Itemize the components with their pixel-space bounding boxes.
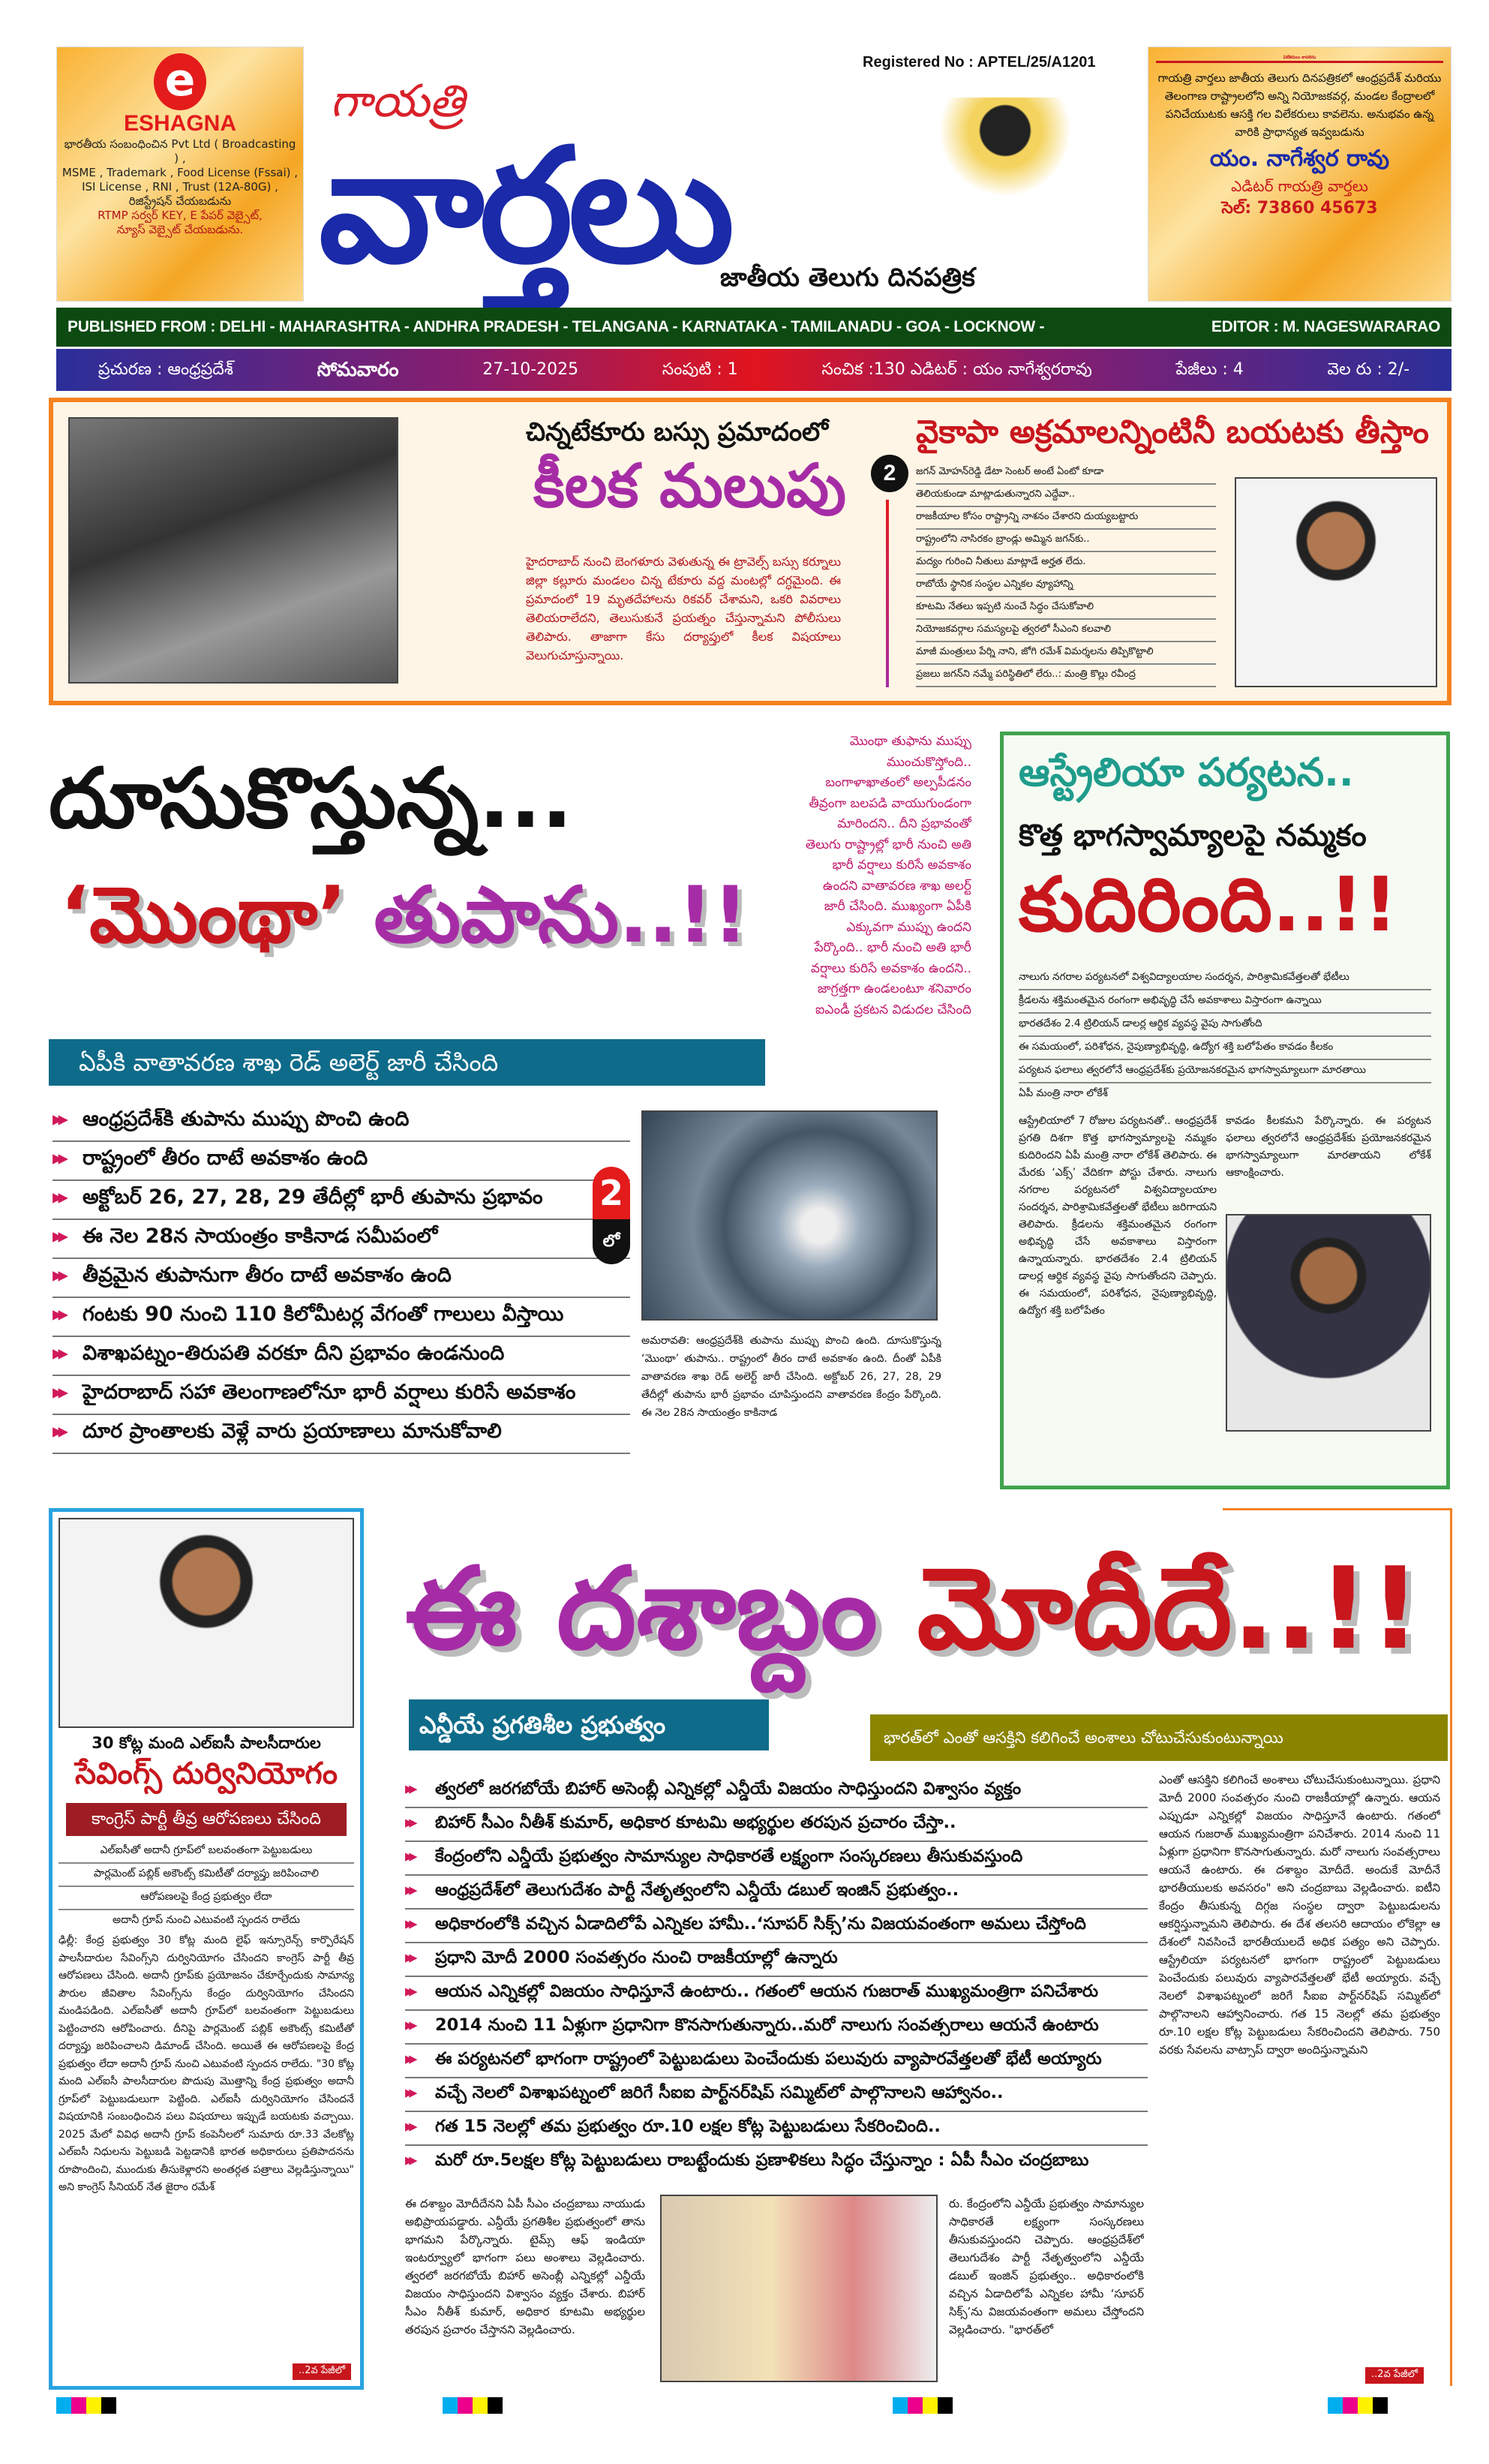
- storm-name: ‘మొంథా’: [60, 870, 347, 960]
- lic-bar: కాంగ్రెస్ పార్టీ తీవ్ర ఆరోపణలు చేసింది: [66, 1803, 347, 1836]
- modi-col-3: ఎంతో ఆసక్తిని కలిగించే అంశాలు చోటుచేసుకుంటున్నాయి. ప్రధాని మోదీ 2000 సంవత్సరం నుంచి రాజకీయాల్లో ఉన్నారు. ఆయన ఎప్పుడూ ఎన్నికల్లో విజయం సాధిస్తూనే ఉంటారు. గతంలో ఆయన గుజరాత్ ముఖ్యమంత్రిగా పనిచేశారు. 2014 నుంచి 11 ఏళ్లుగా ప్రధానిగా కొనసాగుతున్నారు. మరో నాలుగు సంవత్సరాలు ఆయనే ఉంటారు. ఈ దశాబ్దం మోదీదే. అందుకే మోదీనే భారతీయులకు అవసరం" అని చంద్రబాబు వెల్లడించారు. ఐటీని కేంద్రం తీసుకున్న దిగ్గజ సంస్థల ద్వారా పెట్టుబడులను ఆకర్షిస్తున్నామని తెలిపారు. ఈ దేశ తలసరి ఆదాయం లోకెల్లా ఆ దేశంలో నివసించే భారతీయులదే అధిక పత్యం అని చెప్పారు. ఆస్ట్రేలియా పర్యటనలో భాగంగా రాష్ట్రంలో పెట్టుబడులు పెంచేందుకు పలువురు వ్యాపారవేత్తలతో భేటీ అయ్యారు. వచ్చే నెలలో విశాఖపట్నంలో జరిగే సీఐఐ పార్ట్‌నర్‌షిప్ సమ్మిట్‌లో పాల్గొనాలని ఆహ్వానించారు. గత 15 నెలల్లో తమ ప్రభుత్వం రూ.10 లక్షల కోట్ల పెట్టుబడులు సేకరించిందని తెలిపారు. 750 వరకు సేవలను వాట్సాప్ ద్వారా అందిస్తున్నామని: [1159, 1773, 1440, 2057]
- jairam-ramesh-photo: [59, 1518, 354, 1728]
- eshagna-brand: ESHAGNA: [123, 111, 236, 136]
- registration-swatch: [473, 2397, 488, 2414]
- registration-swatch: [488, 2397, 503, 2414]
- modi-bullets: [405, 1774, 1148, 2178]
- registration-swatch: [1343, 2397, 1358, 2414]
- story-point: క్రీడలను శక్తిమంతమైన రంగంగా అభివృద్ధి చేసే అవకాశాలు విస్తారంగా ఉన్నాయి: [1019, 990, 1431, 1014]
- lic-points: [59, 1840, 354, 1932]
- edition-price: వెల రు : 2/-: [1327, 360, 1410, 379]
- storm-headline: [60, 870, 748, 979]
- editor-name: EDITOR : M. NAGESWARARAO: [1211, 318, 1440, 335]
- right-story-points: [916, 462, 1216, 687]
- headline-part: మోదీదే..!!: [917, 1543, 1421, 1675]
- registration-swatch: [86, 2397, 101, 2414]
- storm-bullets: [53, 1103, 630, 1454]
- australia-kicker: ఆస్ట్రేలియా పర్యటన..: [1019, 750, 1354, 795]
- ad-heading: విలేకరులు కావలెను: [1156, 55, 1443, 63]
- australia-body-left: ఆస్ట్రేలియాలో 7 రోజుల పర్యటనతో.. ఆంధ్రప్రదేశ్ ప్రగతి దిశగా కొత్త భాగస్వామ్యాలపై నమ్మకం కుదిరిందని ఏపీ మంత్రి నారా లోకేశ్ తెలిపారు. ఈ మేరకు ‘ఎక్స్’ వేదికగా పోస్టు చేశారు. నాలుగు నగరాల పర్యటనలో విశ్వవిద్యాలయాల సందర్శన, పారిశ్రామికవేత్తలతో భేటీలు జరిగాయని తెలిపారు. క్రీడలను శక్తిమంతమైన రంగంగా అభివృద్ధి చేసే అవకాశాలు విస్తారంగా ఉన్నాయన్నారు. భారతదేశం 2.4 ట్రిలియన్ డాలర్ల ఆర్థిక వ్యవస్థ వైపు సాగుతోందని చెప్పారు. ఈ సమయంలో, పరిశోధన, నైపుణ్యాభివృద్ధి, ఉద్యోగ శక్తి బలోపేతం: [1019, 1115, 1217, 1317]
- australia-headline-wrap: [1004, 861, 1446, 967]
- bullet-item: ▸▸ వచ్చే నెలలో విశాఖపట్నంలో జరిగే సీఐఐ పార్ట్‌నర్‌షిప్ సమ్మిట్‌లో పాల్గొనాలని ఆహ్వానం..: [405, 2078, 1148, 2112]
- ad-contact-name: యం. నాగేశ్వర రావు: [1209, 146, 1390, 172]
- story-point: తెలియకుండా మాట్లాడుతున్నారని ఎద్దేవా..: [916, 485, 1216, 507]
- color-registration-bar: [1328, 2397, 1388, 2414]
- bullet-item: ▸▸ ఈ నెల 28న సాయంత్రం కాకినాడ సమీపంలో: [53, 1220, 630, 1259]
- top-story-body: హైదరాబాద్ నుంచి బెంగళూరు వెళుతున్న ఈ ట్రావెల్స్ బస్సు కర్నూలు జిల్లా కల్లూరు మండలం చిన్న టేకూరు వద్ద మంటల్లో దగ్ధమైంది. ఈ ప్రమాదంలో 19 మృతదేహాలను రికవర్ చేశామని, ఒకరి వివరాలు తెలియరాలేదని, తెలుసుకునే ప్రయత్నం చేస్తున్నామని పోలీసులు తెలిపారు. తాజాగా కేసు దర్యాప్తులో కీలక విషయాలు వెలుగుచూస్తున్నాయి.: [526, 554, 841, 663]
- interest-bar-text: భారత్‌లో ఎంతో ఆసక్తిని కలిగించే అంశాలు చోటుచేసుకుంటున్నాయి: [884, 1729, 1283, 1747]
- divider: [886, 500, 889, 687]
- continued-link[interactable]: ..2వ పేజీలో: [293, 2363, 351, 2380]
- bullet-item: ▸▸ ఆయన ఎన్నికల్లో విజయం సాధిస్తూనే ఉంటారు.. గతంలో ఆయన గుజరాత్ ముఖ్యమంత్రిగా పనిచేశారు: [405, 1977, 1148, 2011]
- story-point: అదానీ గ్రూప్ నుంచి ఎటువంటి స్పందన రాలేదు: [113, 1914, 300, 1926]
- ad-line: ISI License , RNI , Trust (12A-80G) ,: [82, 180, 278, 194]
- bullet-item: ▸▸ ఆంధ్రప్రదేశ్‌కి తుపాను ముప్పు పొంచి ఉంది: [53, 1103, 630, 1142]
- ad-line: న్యూస్ వెబ్సైట్ చేయబడును.: [116, 223, 244, 236]
- minister-photo: [1235, 477, 1437, 687]
- edition-pages: పేజీలు : 4: [1175, 360, 1244, 379]
- page-2-badge: [593, 1167, 630, 1264]
- registration-swatch: [923, 2397, 938, 2414]
- bullet-item: ▸▸ కేంద్రంలోని ఎన్డీయే ప్రభుత్వం సామాన్యుల సాధికారతే లక్ష్యంగా సంస్కరణలు తీసుకువస్తుంది: [405, 1842, 1148, 1876]
- australia-headline: కుదిరింది..!!: [1019, 861, 1398, 948]
- badge-number: 2: [593, 1167, 630, 1219]
- registration-swatch: [458, 2397, 473, 2414]
- bullet-item: ▸▸ విశాఖపట్నం-తిరుపతి వరకూ దీని ప్రభావం ఉండనుంది: [53, 1337, 630, 1376]
- bullet-item: ▸▸ ఆంధ్రప్రదేశ్‌లో తెలుగుదేశం పార్టీ నేతృత్వంలోని ఎన్డీయే డబుల్ ఇంజిన్ ప్రభుత్వం..: [405, 1876, 1148, 1910]
- red-alert-bar: ఏపీకి వాతావరణ శాఖ రెడ్ అలెర్ట్ జారీ చేసింది: [49, 1039, 765, 1086]
- registration-swatch: [1328, 2397, 1343, 2414]
- color-registration-bar: [893, 2397, 953, 2414]
- registration-swatch: [893, 2397, 908, 2414]
- bullet-item: ▸▸ 2014 నుంచి 11 ఏళ్లుగా ప్రధానిగా కొనసాగుతున్నారు..మరో నాలుగు సంవత్సరాలు ఆయనే ఉంటారు: [405, 2011, 1148, 2045]
- modi-col-2: రు. కేంద్రంలోని ఎన్డీయే ప్రభుత్వం సామాన్యుల సాధికారతే లక్ష్యంగా సంస్కరణలు తీసుకువస్తుందని చెప్పారు. ఆంధ్రప్రదేశ్‌లో తెలుగుదేశం పార్టీ నేతృత్వంలోని ఎన్డీయే డబుల్ ఇంజిన్ ప్రభుత్వం.. అధికారంలోకి వచ్చిన ఏడాదిలోపే ఎన్నికల హామీ ‘సూపర్ సిక్స్’ను విజయవంతంగా అమలు చేస్తోందని వెల్లడించారు. "భారత్‌లో: [949, 2197, 1144, 2336]
- color-registration-bar: [56, 2397, 116, 2414]
- story-point: ప్రజలు జగన్‌ని నమ్మే పరిస్థితిలో లేరు..: మంత్రి కొల్లు రవీంద్ర: [916, 665, 1216, 687]
- australia-subhead: కొత్త భాగస్వామ్యాలపై నమ్మకం: [1019, 819, 1367, 853]
- story-point: పార్లమెంట్ పబ్లిక్ అకౌంట్స్ కమిటీతో దర్యాప్తు జరిపించాలి: [59, 1864, 354, 1887]
- ad-line: MSME , Trademark , Food License (Fssai) ,: [62, 166, 299, 179]
- top-story-box: [49, 398, 1451, 705]
- edition-info-bar: [56, 349, 1451, 391]
- lic-kicker: 30 కోట్ల మంది ఎల్ఐసీ పాలసీదారుల: [92, 1734, 321, 1752]
- story-point: నియోజకవర్గాల సమస్యలపై త్వరలో సీఎంని కలవాలి: [916, 620, 1216, 642]
- lic-headline: సేవింగ్స్ దుర్వినియోగం: [75, 1756, 338, 1791]
- bullet-item: ▸▸ బిహార్ సీఎం నీతీశ్ కుమార్, అధికార కూటమి అభ్యర్థుల తరపున ప్రచారం చేస్తా..: [405, 1808, 1148, 1842]
- story-point: పర్యటన ఫలాలు త్వరలోనే ఆంధ్రప్రదేశ్‌కు ప్రయోజనకరమైన భాగస్వామ్యాలుగా మారతాయి: [1019, 1060, 1431, 1083]
- bullet-item: ▸▸ దూర ప్రాంతాలకు వెళ్లే వారు ప్రయాణాలు మానుకోవాలి: [53, 1415, 630, 1454]
- nda-bar: [409, 1699, 769, 1750]
- ad-body: గాయత్రి వార్తలు జాతీయ తెలుగు దినపత్రికలో ఆంధ్రప్రదేశ్ మరియు తెలంగాణ రాష్ట్రాలలోని అన్ని నియోజకవర్గ, మండల కేంద్రాలలో పనిచేయుటకు ఆసక్తి గల విలేకరులు కావలెను. అనుభవం ఉన్న వారికి ప్రాధాన్యత ఇవ్వబడును: [1157, 71, 1442, 139]
- masthead-title: వార్తలు: [319, 114, 731, 298]
- bullet-item: ▸▸ అక్టోబర్ 26, 27, 28, 29 తేదీల్లో భారీ తుపాను ప్రభావం: [53, 1181, 630, 1220]
- masthead-title-small: గాయత్రి: [330, 75, 465, 128]
- badge-suffix: లో: [593, 1219, 630, 1264]
- edition-place: ప్రచురణ : ఆంధ్రప్రదేశ్: [98, 360, 233, 379]
- bullet-item: ▸▸ గత 15 నెలల్లో తమ ప్రభుత్వం రూ.10 లక్షల కోట్ల పెట్టుబడులు సేకరించింది..: [405, 2112, 1148, 2146]
- published-from: PUBLISHED FROM : DELHI - MAHARASHTRA - ANDHRA PRADESH - TELANGANA - KARNATAKA - TAMILANADU - GOA - LOCKNOW -: [68, 318, 1045, 335]
- registration-number: Registered No : APTEL/25/A1201: [863, 54, 1096, 71]
- headline-part: ఈ దశాబ్దం: [405, 1543, 878, 1675]
- chandrababu-modi-photo: [660, 2195, 938, 2382]
- modi-col-1: ఈ దశాబ్దం మోదీదేనని ఏపీ సీఎం చంద్రబాబు నాయుడు అభిప్రాయపడ్డారు. ఎన్డీయే ప్రగతిశీల ప్రభుత్వంలో తాను భాగమని పేర్కొన్నారు. టైమ్స్‌ ఆఫ్ ఇండియా ఇంటర్వ్యూలో భాగంగా పలు అంశాలు వెల్లడించారు. త్వరలో జరగబోయే బిహార్ అసెంబ్లీ ఎన్నికల్లో ఎన్డీయే విజయం సాధిస్తుందని విశ్వాసం వ్యక్తం చేశారు. బిహార్ సీఎం నీతీశ్ కుమార్, అధికార కూటమి అభ్యర్థుల తరపున ప్రచారం చేస్తానని వెల్లడించారు.: [405, 2197, 645, 2336]
- story-point: మాజీ మంత్రులు పేర్ని నాని, జోగి రమేశ్ విమర్శలను తిప్పికొట్టాలి: [916, 642, 1216, 665]
- australia-body-right: కావడం కీలకమని పేర్కొన్నారు. ఈ పర్యటన ఫలాలు త్వరలోనే ఆంధ్రప్రదేశ్‌కు ప్రయోజనకరమైన భాగస్వామ్యాలుగా మారతాయని లోకేశ్ ఆకాంక్షించారు.: [1226, 1115, 1431, 1179]
- registration-swatch: [1358, 2397, 1373, 2414]
- story-point: ఎల్ఐసీతో అదానీ గ్రూప్‌లో బలవంతంగా పెట్టుబడులు: [59, 1840, 354, 1864]
- eshagna-logo: e: [154, 53, 206, 110]
- edition-volume: సంపుటి : 1: [662, 360, 738, 379]
- color-registration-bar: [443, 2397, 503, 2414]
- bullet-item: ▸▸ ప్రధాని మోదీ 2000 సంవత్సరం నుంచి రాజకీయాల్లో ఉన్నారు: [405, 1943, 1148, 1977]
- story-point: మద్యం గురించి నీతులు మాట్లాడే అర్హత లేదు.: [916, 552, 1216, 575]
- story-point: ఆరోపణలపై కేంద్ర ప్రభుత్వం లేదా: [59, 1887, 354, 1910]
- story-point: భారతదేశం 2.4 ట్రిలియన్ డాలర్ల ఆర్థిక వ్యవస్థ వైపు సాగుతోంది: [1019, 1014, 1431, 1037]
- bullet-item: ▸▸ ఈ పర్యటనలో భాగంగా రాష్ట్రంలో పెట్టుబడులు పెంచేందుకు పలువురు వ్యాపారవేత్తలతో భేటీ అయ్యారు: [405, 2045, 1148, 2078]
- registration-swatch: [71, 2397, 86, 2414]
- registration-swatch: [1373, 2397, 1388, 2414]
- ad-line: రిజిస్ట్రేషన్ చేయబడును: [128, 194, 232, 208]
- registration-swatch: [443, 2397, 458, 2414]
- storm-word: తుపాను..!!: [374, 870, 749, 960]
- reporters-wanted-ad: [1148, 47, 1451, 302]
- ad-contact-phone: సెల్: 73860 45673: [1221, 199, 1378, 218]
- newspaper-reader-illustration: [908, 98, 1103, 263]
- bullet-item: ▸▸ తీవ్రమైన తుపానుగా తీరం దాటే అవకాశం ఉంది: [53, 1259, 630, 1298]
- registration-swatch: [56, 2397, 71, 2414]
- modi-headline: [405, 1531, 1421, 1688]
- rule: [1223, 1508, 1451, 1510]
- story-point: రాజకీయాల కోసం రాష్ట్రాన్ని నాశనం చేశారని దుయ్యబట్టారు: [916, 507, 1216, 530]
- australia-points: [1004, 967, 1446, 1105]
- story-point: ఈ సమయంలో, పరిశోధన, నైపుణ్యాభివృద్ధి, ఉద్యోగ శక్తి బలోపేతం కావడం కీలకం: [1019, 1037, 1431, 1060]
- edition-issue-editor: సంచిక :130 ఎడిటర్ : యం నాగేశ్వరరావు: [821, 360, 1092, 379]
- story-point: కూటమి నేతలు ఇప్పటి నుంచే సిద్ధం చేసుకోవాలి: [916, 597, 1216, 620]
- top-story-kicker: చిన్నటేకూరు బస్సు ప్రమాదంలో: [526, 417, 829, 447]
- lic-box: [49, 1508, 364, 2390]
- bullet-item: ▸▸ గంటకు 90 నుంచి 110 కిలోమీటర్ల వేగంతో గాలులు వీస్తాయి: [53, 1298, 630, 1337]
- interest-bar: [870, 1714, 1448, 1761]
- edition-date: 27-10-2025: [482, 360, 579, 379]
- published-bar: [56, 308, 1451, 347]
- nda-bar-text: ఎన్డీయే ప్రగతిశీల ప్రభుత్వం: [419, 1711, 666, 1739]
- registration-swatch: [908, 2397, 923, 2414]
- ad-contact-role: ఎడిటర్ గాయత్రి వార్తలు: [1231, 177, 1368, 195]
- australia-box: [1000, 732, 1450, 1489]
- lic-body: ఢిల్లీ: కేంద్ర ప్రభుత్వం 30 కోట్ల మంది లైఫ్ ఇన్సూరెన్స్ కార్పొరేషన్ పాలసీదారుల సేవింగ్స్‌ని దుర్వినియోగం చేసిందని కాంగ్రెస్ పార్టీ తీవ్ర ఆరోపణలు చేసింది. అదానీ గ్రూప్‌కు ప్రయోజనం చేకూర్చేందుకు సామాన్య పౌరుల జీవితాల సేవింగ్స్‌ను కేంద్రం దుర్వినియోగం చేసిందని మండిపడింది. ఎల్ఐసీతో అదానీ గ్రూప్‌లో బలవంతంగా పెట్టుబడులు పెట్టించారని ఆరోపించారు. దీనిపై పార్లమెంట్ పబ్లిక్ అకౌంట్స్ కమిటీతో దర్యాప్తు జరిపించాలని డిమాండ్ చేసింది. అయితే ఈ ఆరోపణలపై కేంద్ర ప్రభుత్వం లేదా అదానీ గ్రూప్ నుంచి ఎటువంటి స్పందన రాలేదు. "30 కోట్ల మంది ఎల్ఐసీ పాలసీదారుల పొదుపు మొత్తాన్ని కేంద్ర ప్రభుత్వం అదానీ గ్రూప్‌లో పెట్టుబడులుగా పెట్టింది. ఎల్ఐసీ దుర్వినియోగం చేసిందనే విషయానికి సంబంధించిన పలు విషయాలు ఇప్పుడే బయటకు వచ్చాయి. 2025 మేలో వివిధ అదానీ గ్రూప్ కంపెనీలలో సుమారు రూ.33 వేలకోట్ల ఎల్ఐసీ నిధులను పెట్టుబడి పెట్టడానికి భారత అధికారులు ప్రతిపాదనను రూపొందించి, ముందుకు తీసుకెళ్లారని అంతర్గత పత్రాలు వెల్లడిస్తున్నాయి" అని కాంగ్రెస్ సీనియర్ నేత జైరాం రమేశ్: [59, 1934, 354, 2193]
- australia-kicker-wrap: [1004, 735, 1446, 805]
- storm-side-text: మొంథా తుఫాను ముప్పు ముంచుకొస్తోంది.. బంగాళాఖాతంలో అల్పపీడనం తీవ్రంగా బలపడి వాయుగుండంగా మారిందని.. దీని ప్రభావంతో తెలుగు రాష్ట్రాల్లో భారీ నుంచి అతి భారీ వర్షాలు కురిసే అవకాశం ఉందని వాతావరణ శాఖ అలర్ట్ జారీ చేసింది. ముఖ్యంగా ఏపీకి ఎక్కువగా ముప్పు ఉందని పేర్కొంది.. భారీ నుంచి అతి భారీ వర్షాలు కురిసే అవకాశం ఉందని.. జాగ్రత్తగా ఉండలంటూ శనివారం ఐఎండీ ప్రకటన విడుదల చేసింది: [805, 734, 971, 1017]
- bullet-item: ▸▸ త్వరలో జరగబోయే బిహార్ అసెంబ్లీ ఎన్నికల్లో ఎన్డీయే విజయం సాధిస్తుందని విశ్వాసం వ్యక్తం: [405, 1774, 1148, 1808]
- eshagna-ad: [56, 47, 304, 302]
- registration-swatch: [101, 2397, 116, 2414]
- bullet-item: ▸▸ అధికారంలోకి వచ్చిన ఏడాదిలోపే ఎన్నికల హామీ..‘సూపర్ సిక్స్’ను విజయవంతంగా అమలు చేస్తోంది: [405, 1910, 1148, 1943]
- storm-satellite-photo: [641, 1110, 938, 1321]
- story-point: ఏపీ మంత్రి నారా లోకేశ్: [1019, 1087, 1108, 1099]
- bullet-item: ▸▸ రాష్ట్రంలో తీరం దాటే అవకాశం ఉంది: [53, 1142, 630, 1181]
- storm-kicker: దూసుకొస్తున్న...: [49, 750, 573, 846]
- story-point: నాలుగు నగరాల పర్యటనలో విశ్వవిద్యాలయాల సందర్శన, పారిశ్రామికవేత్తలతో భేటీలు: [1019, 967, 1431, 990]
- bus-accident-photo: [68, 417, 398, 684]
- edition-day: సోమవారం: [317, 359, 399, 381]
- top-story-headline: కీలక మలుపు: [533, 451, 846, 521]
- story-point: జగన్ మోహన్‌రెడ్డి డేటా సెంటర్ అంటే ఏంటో కూడా: [916, 462, 1216, 485]
- right-story-headline: వైకాపా అక్రమాలన్నింటినీ బయటకు తీస్తాం: [916, 413, 1429, 451]
- bullet-item: ▸▸ హైదరాబాద్ సహా తెలంగాణలోనూ భారీ వర్షాలు కురిసే అవకాశం: [53, 1376, 630, 1415]
- masthead-tagline: జాతీయ తెలుగు దినపత్రిక: [720, 263, 975, 293]
- bullet-item: ▸▸ మరో రూ.5లక్షల కోట్ల పెట్టుబడులు రాబట్టేందుకు ప్రణాళికలు సిద్ధం చేస్తున్నాం : ఏపీ సీఎం చంద్రబాబు: [405, 2146, 1148, 2178]
- continued-link[interactable]: ..2వ పేజీలో: [1365, 2367, 1424, 2384]
- ad-line: భారతీయ సంబంధించిన Pvt Ltd ( Broadcasting ) ,: [64, 137, 296, 165]
- registration-swatch: [938, 2397, 953, 2414]
- ad-line: RTMP సర్వర్ KEY, E పేపర్ వెబ్సైట్,: [98, 209, 263, 222]
- rule: [1450, 1508, 1452, 2386]
- storm-caption: అమరావతి: ఆంధ్రప్రదేశ్‌కి తుపాను ముప్పు పొంచి ఉంది. దూసుకొస్తున్న ‘మొంథా’ తుపాను.. రాష్ట్రంలో తీరం దాటే అవకాశం ఉంది. దీంతో ఏపీకి వాతావరణ శాఖ రెడ్ అలెర్ట్ జారీ చేసింది. అక్టోబర్ 26, 27, 28, 29 తేదీల్లో తుపాను భారీ ప్రభావం చూపిస్తుందని వాతావరణ కేంద్రం పేర్కొంది. ఈ నెల 28న సాయంత్రం కాకినాడ: [641, 1335, 941, 1419]
- australia-subhead-wrap: [1004, 805, 1446, 861]
- page-badge: 2: [871, 455, 908, 492]
- story-point: రాష్ట్రంలోని నాసిరకం బ్రాండ్లు అమ్మిన జగన్‌కు..: [916, 530, 1216, 552]
- story-point: రాబోయే స్థానిక సంస్థల ఎన్నికల వ్యూహాన్ని: [916, 575, 1216, 597]
- lokesh-photo: [1226, 1214, 1431, 1432]
